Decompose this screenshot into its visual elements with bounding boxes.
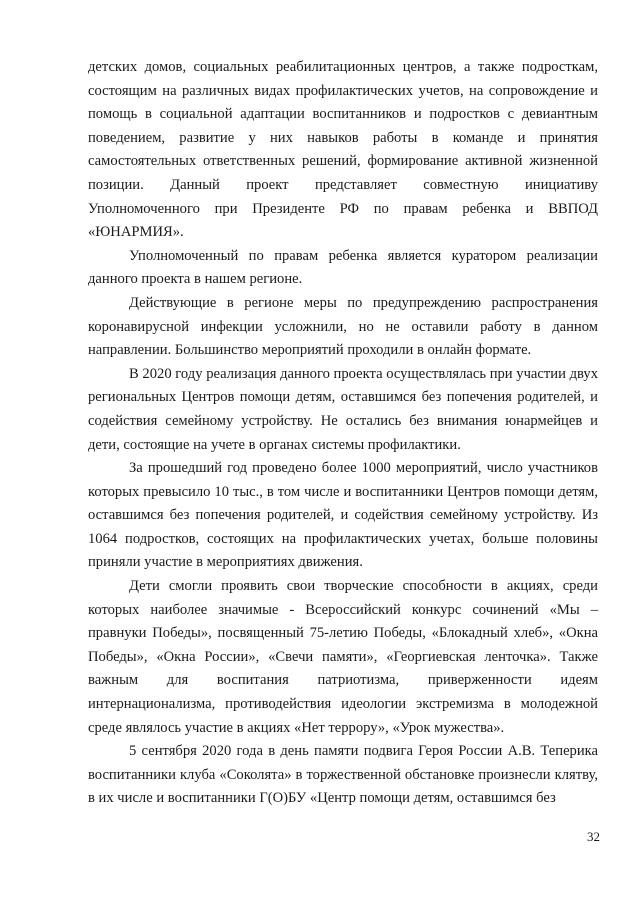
page-number: 32	[587, 829, 600, 844]
paragraph-ombudsman-curator: Уполномоченный по правам ребенка является куратором реализации данного проекта в нашем регионе.	[88, 247, 598, 288]
document-body	[88, 56, 598, 811]
paragraph-events-statistics: За прошедший год проведено более 1000 мероприятий, число участников которых превысило 10 тыс., в том числе и воспитанники Центров помощи детям, оставшимся без попечения родителей, и содействия семейному устройству. Из 1064 подростков, состоящих на профилактических учетах, больше половины приняли участие в мероприятиях движения.	[88, 460, 598, 571]
paragraph-continuation: детских домов, социальных реабилитационных центров, а также подросткам, состоящим на различных видах профилактических учетов, на сопровождение и помощь в социальной адаптации воспитанников и подростков с девиантным поведением, развитие у них навыков работы в команде и принятия самостоятельных ответственных решений, формирование активной жизненной позиции. Данный проект представляет совместную инициативу Уполномоченного при Президенте РФ по правам ребенка и ВВПОД «ЮНАРМИЯ».	[88, 59, 598, 241]
paragraph-creative-actions: Дети смогли проявить свои творческие способности в акциях, среди которых наиболее значимые - Всероссийский конкурс сочинений «Мы – правнуки Победы», посвященный 75-летию Победы, «Блокадный хлеб», «Окна Победы», «Окна России», «Свечи памяти», «Георгиевская ленточка». Также важным для воспитания патриотизма, приверженности идеям интернационализма, противодействия идеологии экстремизма в молодежной среде являлось участие в акциях «Нет террору», «Урок мужества».	[88, 578, 598, 736]
paragraph-2020-implementation: В 2020 году реализация данного проекта осуществлялась при участии двух региональных Центров помощи детям, оставшимся без попечения родителей, и содействия семейному устройству. Не остались без внимания юнармейцев и дети, состоящие на учете в органах системы профилактики.	[88, 365, 598, 453]
paragraph-oath-ceremony: 5 сентября 2020 года в день памяти подвига Героя России А.В. Теперика воспитанники клуба «Соколята» в торжественной обстановке произнесли клятву, в их числе и воспитанники Г(О)БУ «Центр помощи детям, оставшимся без	[88, 743, 598, 807]
paragraph-coronavirus-measures: Действующие в регионе меры по предупреждению распространения коронавирусной инфекции усложнили, но не оставили работу в данном направлении. Большинство мероприятий проходили в онлайн формате.	[88, 294, 598, 359]
